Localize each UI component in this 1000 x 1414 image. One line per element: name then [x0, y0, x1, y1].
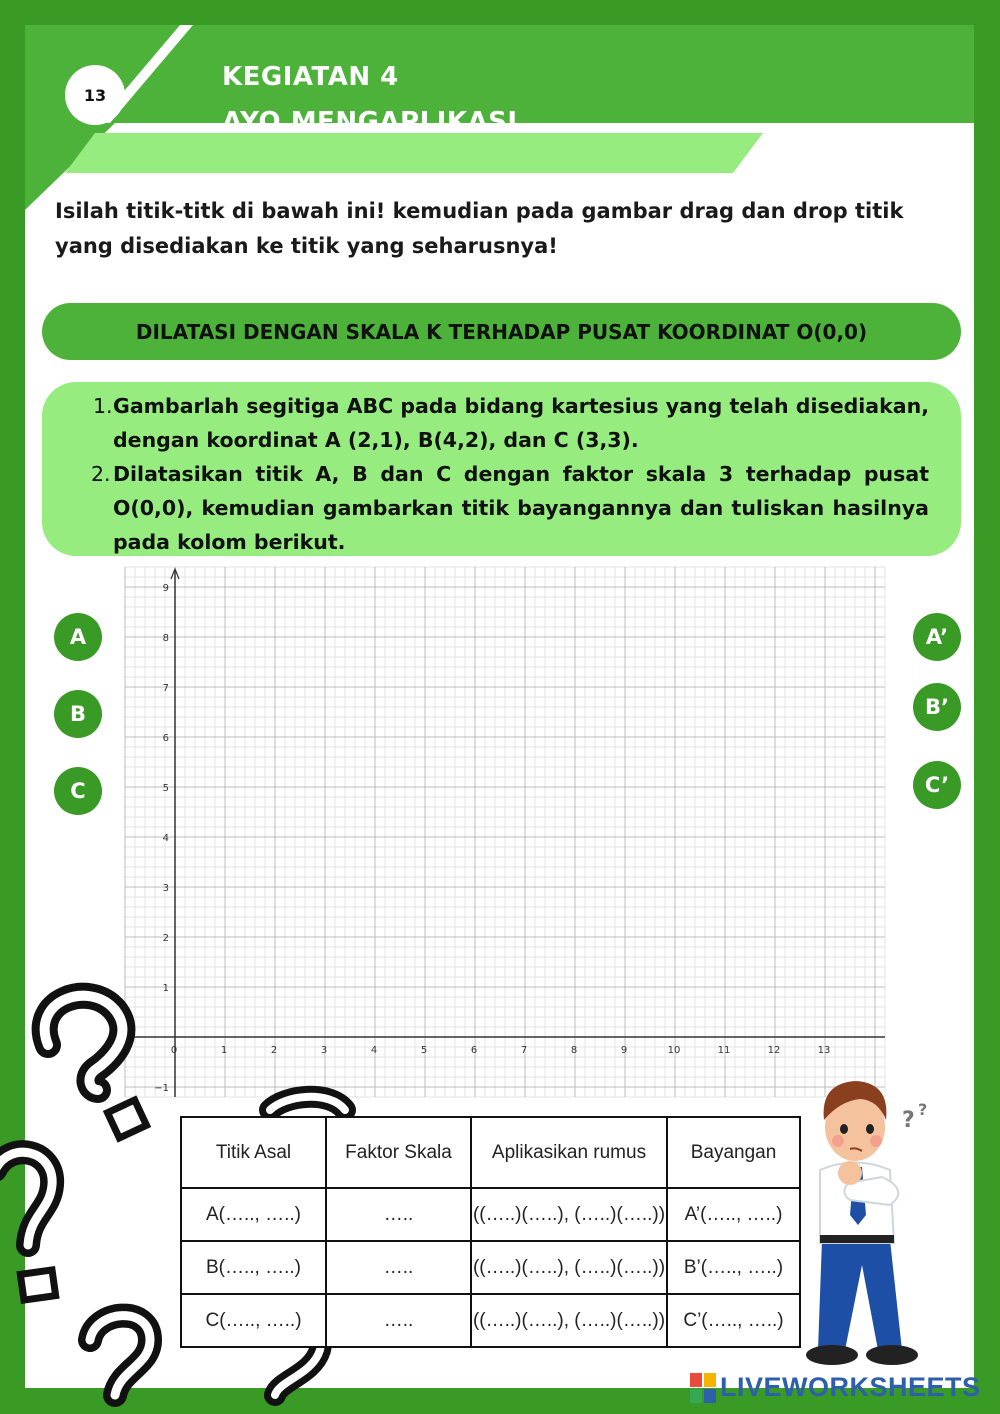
table-cell[interactable]: A(….., …..) — [181, 1188, 326, 1241]
svg-text:?: ? — [902, 1108, 915, 1133]
x-tick-label: -1 — [119, 1045, 129, 1056]
table-row — [181, 1294, 800, 1347]
instruction-text: Isilah titik-titk di bawah ini! kemudian pada gambar drag dan drop titik yang disediakan ke titik yang seharusnya! — [55, 199, 904, 258]
drag-point-a-prime[interactable]: A’ — [913, 613, 961, 661]
x-tick-label: 1 — [220, 1045, 228, 1056]
table-header-row — [181, 1117, 800, 1188]
table-cell[interactable]: ….. — [326, 1294, 471, 1347]
activity-title: KEGIATAN 4 — [222, 62, 399, 92]
y-tick-label: 7 — [162, 683, 169, 694]
y-tick-label: 4 — [162, 833, 169, 844]
x-tick-label: 10 — [667, 1045, 681, 1056]
y-tick-label: −1 — [154, 1083, 169, 1094]
activity-subtitle: AYO MENGAPLIKASI — [222, 107, 518, 137]
table-cell[interactable]: B(….., …..) — [181, 1241, 326, 1294]
x-tick-label: 6 — [470, 1045, 478, 1056]
x-tick-label: 7 — [520, 1045, 528, 1056]
x-tick-label: 8 — [570, 1045, 578, 1056]
x-tick-label: 5 — [420, 1045, 428, 1056]
table-cell[interactable]: ((…..)(…..), (…..)(…..)) — [471, 1294, 667, 1347]
section-title: DILATASI DENGAN SKALA K TERHADAP PUSAT KOORDINAT O(0,0) — [42, 303, 961, 360]
table-cell[interactable]: A’(….., …..) — [667, 1188, 800, 1241]
svg-text:?: ? — [918, 1100, 928, 1119]
task-text: Gambarlah segitiga ABC pada bidang kartesius yang telah disediakan, dengan koordinat A (2,1), B(4,2), dan C (3,3). — [113, 394, 929, 452]
task-number: 1. — [93, 394, 113, 418]
drag-point-a[interactable]: A — [54, 613, 102, 661]
table-cell[interactable]: ….. — [326, 1188, 471, 1241]
thinking-boy-illustration — [790, 1065, 970, 1375]
x-tick-label: 9 — [620, 1045, 628, 1056]
y-tick-label: 1 — [162, 983, 169, 994]
table-header: Faktor Skala — [326, 1117, 471, 1188]
page-number: 13 — [65, 65, 125, 125]
y-tick-label: 6 — [162, 733, 169, 744]
x-tick-label: 2 — [270, 1045, 278, 1056]
x-tick-label: 3 — [320, 1045, 328, 1056]
table-cell[interactable]: B’(….., …..) — [667, 1241, 800, 1294]
dilation-table — [180, 1116, 801, 1348]
x-tick-label: 11 — [717, 1045, 731, 1056]
y-tick-label: 2 — [162, 933, 169, 944]
table-cell[interactable]: C’(….., …..) — [667, 1294, 800, 1347]
y-tick-label: 5 — [162, 783, 169, 794]
x-tick-label: 13 — [817, 1045, 831, 1056]
liveworksheets-brand: LIVEWORKSHEETS — [720, 1372, 981, 1402]
table-header: Bayangan — [667, 1117, 800, 1188]
y-tick-label: 8 — [162, 633, 169, 644]
table-row — [181, 1188, 800, 1241]
table-row — [181, 1241, 800, 1294]
y-tick-label: 3 — [162, 883, 169, 894]
drag-point-c[interactable]: C — [54, 767, 102, 815]
x-tick-label: 12 — [767, 1045, 781, 1056]
task-text: Dilatasikan titik A, B dan C dengan faktor skala 3 terhadap pusat O(0,0), kemudian gambarkan titik bayangannya dan tuliskan hasilnya pada kolom berikut. — [113, 462, 929, 554]
table-cell[interactable]: C(….., …..) — [181, 1294, 326, 1347]
drag-point-b-prime[interactable]: B’ — [913, 683, 961, 731]
table-cell[interactable]: ((…..)(…..), (…..)(…..)) — [471, 1188, 667, 1241]
x-tick-label: 0 — [170, 1045, 178, 1056]
table-header: Aplikasikan rumus — [471, 1117, 667, 1188]
table-header: Titik Asal — [181, 1117, 326, 1188]
y-tick-label: 9 — [162, 583, 169, 594]
liveworksheets-logo — [690, 1372, 981, 1403]
cartesian-grid[interactable] — [119, 567, 885, 1097]
x-tick-label: 4 — [370, 1045, 378, 1056]
table-cell[interactable]: ….. — [326, 1241, 471, 1294]
table-cell[interactable]: ((…..)(…..), (…..)(…..)) — [471, 1241, 667, 1294]
drag-point-c-prime[interactable]: C’ — [913, 761, 961, 809]
drag-point-b[interactable]: B — [54, 690, 102, 738]
liveworksheets-icon — [690, 1373, 716, 1403]
task-number: 2. — [91, 462, 111, 486]
